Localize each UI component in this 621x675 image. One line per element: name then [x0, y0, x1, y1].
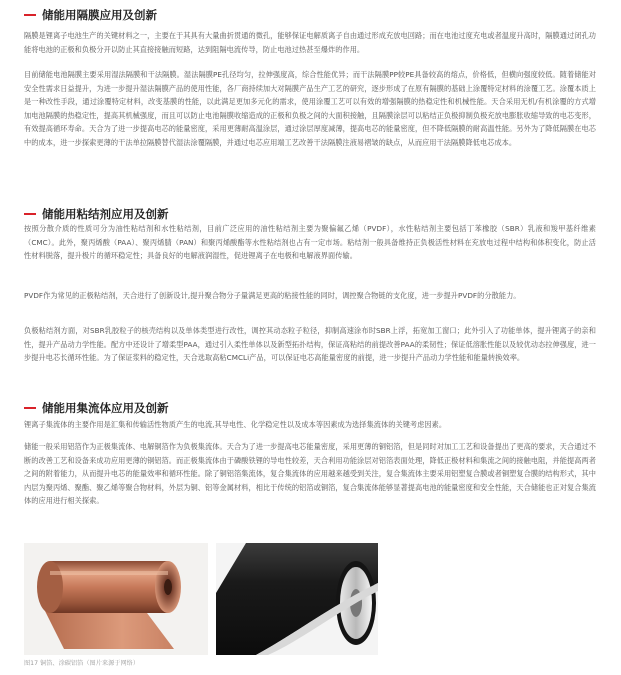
section-heading-separator — [24, 7, 157, 23]
accent-dash — [24, 213, 36, 215]
section-title: 储能用集流体应用及创新 — [42, 401, 169, 415]
carbon-coated-foil-roll-image — [216, 543, 378, 655]
figure-caption: 图17 铜箔、涂碳铝箔（图片来源于网络） — [24, 660, 140, 667]
accent-dash — [24, 407, 36, 409]
section-title: 储能用隔膜应用及创新 — [42, 8, 157, 22]
accent-dash — [24, 14, 36, 16]
paragraph: 储能一般采用铝箔作为正极集流体、电解铜箔作为负极集流体。天合为了进一步提高电芯能量密度，采用更薄的铜铝箔，但是同时对加工工艺和设备提出了更高的要求，天合通过不断的改善工艺和设备来成功应用更薄的铜铝箔。而正极集流体由于磷酸铁锂的导电性较差，天合利用功能涂层对铝箔表面处理，降低正极材料和集流之间的接触电阻，并能提高两者之间的附着能力，从而提升电芯的能量效率和循环性能。除了铜铝箔集流体，复合集流体的应用越来越受到关注，复合集流体主要采用铝塑复合膜或者铜塑复合膜的结构形式，其中内层为聚丙烯、聚酯、聚乙烯等聚合物材料，外层为铜、铝等金属材料，相比于传统的铝箔或铜箔，复合集流体能够显著提高电池的能量密度和安全性能，天合储能也正对复合集流体的应用进行相关探索。 — [24, 442, 596, 505]
copper-foil-photo — [24, 543, 208, 655]
carbon-coated-aluminum-foil-photo — [216, 543, 378, 655]
section-heading-binder — [24, 206, 169, 222]
paragraph: 锂离子集流体的主要作用是汇集和传输活性物质产生的电流,其导电性、化学稳定性以及成本等因素成为选择集流体的关键考虑因素。 — [24, 420, 447, 429]
section-heading-current-collector — [24, 400, 169, 416]
copper-foil-roll-image — [24, 543, 208, 655]
paragraph: 按照分散介质的性质可分为油性粘结剂和水性粘结剂，目前广泛应用的油性粘结剂主要为聚偏氟乙烯（PVDF），水性粘结剂主要包括丁苯橡胶（SBR）乳液和羧甲基纤维素（CMC）。此外，聚丙烯酸（PAA）、聚丙烯腈（PAN）和聚丙烯酸酯等水性粘结剂也占有一定市场。粘结剂一般具备维持正负极活性材料在充放电过程中结构和体积变化，防止活性材料脱落，提升极片的循环稳定性；具备良好的电解液润湿性，促进锂离子在电极和电解液界面传输。 — [24, 224, 596, 260]
paragraph: 负极粘结剂方面，对SBR乳胶粒子的核壳结构以及单体类型进行改性，调控其动态粒子粒径，抑制高速涂布时SBR上浮，拓宽加工窗口；此外引入了功能单体，提升锂离子的亲和性，提升产品动力学性能。配方中还设计了增柔型PAA，通过引入柔性单体以及新型拓扑结构，保证高粘结的前提改善PAA的柔韧性；保证低溶胀性能以及较优动态拉伸强度，进一步提升电芯长循环性能。为了保证浆料的稳定性，天合选取高粘CMCLi产品，可以保证电芯高能量密度的前提，进一步提升产品动力学性能和能量转换效率。 — [24, 326, 596, 362]
paragraph: 隔膜是锂离子电池生产的关键材料之一，主要在于其具有大量曲折贯通的微孔，能够保证电解质离子自由通过形成充放电回路；而在电池过度充电或者温度升高时，隔膜通过闭孔功能将电池的正极和负极分开以防止其直接接触而短路，达到阻隔电流传导，防止电池过热甚至爆炸的作用。 — [24, 31, 596, 54]
paragraph: PVDF作为常见的正极粘结剂，天合进行了创新设计,提升聚合物分子量满足更高的粘接性能的同时，调控聚合物链的支化度，进一步提升PVDF的分散能力。 — [24, 291, 521, 300]
paragraph: 目前储能电池隔膜主要采用湿法隔膜和干法隔膜。湿法隔膜PE孔径均匀，拉伸强度高，综合性能优异；而干法隔膜PP较PE具备较高的熔点，价格低，但横向强度较低。随着储能对安全性需求日益提升，为进一步提升湿法隔膜产品的使用性能，各厂商持续加大对隔膜产品生产工艺的研究，逐步形成了在原有隔膜的基础上涂覆特定材料的涂覆工艺。涂覆本质上是一种改性手段，通过涂覆特定材料，改变基膜的性能，以此满足更加多元化的需求，使用涂覆工艺可以有效的增强隔膜的热稳定性和机械性能。天合采用无机/有机涂覆的方式增加电池隔膜的热稳定性，提高其机械强度，而且可以防止电池隔膜收缩造成的正极和负极之间的大面积接触，且隔膜涂层可以粘结正负极抑制负极充放电膨胀收缩导致的电芯变形，有效提高循环寿命。天合为了进一步提高电芯的能量密度，采用更薄耐高温涂层，通过涂层厚度减薄，提高电芯的能量密度，但不降低隔膜的耐高温性能。另外为了降低隔膜在电芯中的成本，进一步探索更薄的干法单拉隔膜替代湿法涂覆隔膜，并通过电芯应用端工艺改善干法隔膜注液易褶皱的缺点，从而应用干法隔膜降低电芯成本。 — [24, 70, 596, 147]
section-title: 储能用粘结剂应用及创新 — [42, 207, 169, 221]
